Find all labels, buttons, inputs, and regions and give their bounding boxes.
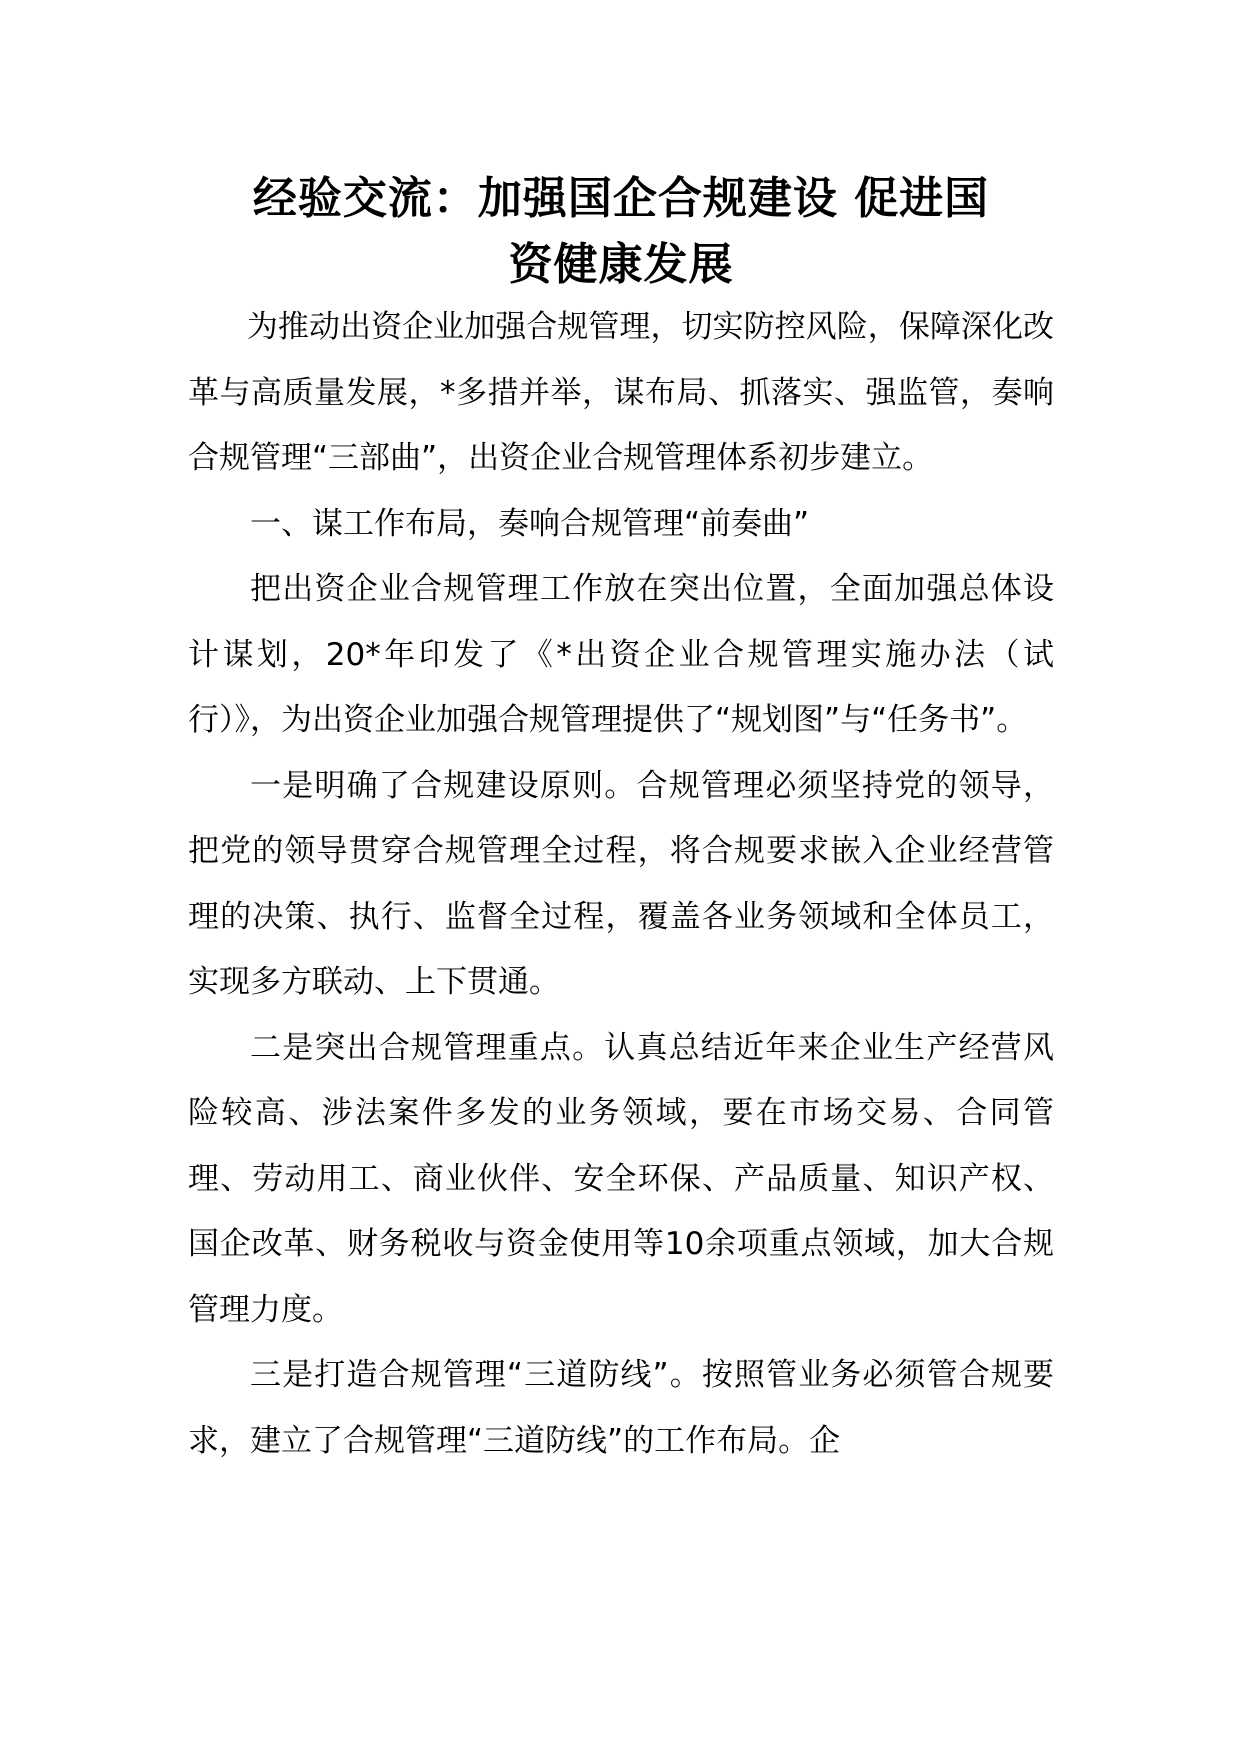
document-body	[188, 295, 1054, 1474]
section-heading: 一、谋工作布局，奏响合规管理“前奏曲”	[250, 505, 810, 542]
body-paragraph: 一是明确了合规建设原则。合规管理必须坚持党的领导，把党的领导贯穿合规管理全过程，将合规要求嵌入企业经营管理的决策、执行、监督全过程，覆盖各业务领域和全体员工，实现多方联动、上下贯通。	[188, 767, 1054, 1000]
title-line-1: 经验交流：加强国企合规建设 促进国	[252, 173, 990, 224]
document-title	[188, 166, 1054, 298]
body-paragraph: 把出资企业合规管理工作放在突出位置，全面加强总体设计谋划，20*年印发了《*出资企业合规管理实施办法（试行）》，为出资企业加强合规管理提供了“规划图”与“任务书”。	[188, 571, 1054, 738]
body-paragraph: 三是打造合规管理“三道防线”。按照管业务必须管合规要求，建立了合规管理“三道防线”的工作布局。企	[188, 1357, 1054, 1459]
title-line-2: 资健康发展	[508, 239, 734, 290]
intro-paragraph: 为推动出资企业加强合规管理，切实防控风险，保障深化改革与高质量发展，*多措并举，谋布局、抓落实、强监管，奏响合规管理“三部曲”，出资企业合规管理体系初步建立。	[188, 309, 1054, 476]
body-paragraph: 二是突出合规管理重点。认真总结近年来企业生产经营风险较高、涉法案件多发的业务领域，要在市场交易、合同管理、劳动用工、商业伙伴、安全环保、产品质量、知识产权、国企改革、财务税收与资金使用等10余项重点领域，加大合规管理力度。	[188, 1029, 1054, 1328]
